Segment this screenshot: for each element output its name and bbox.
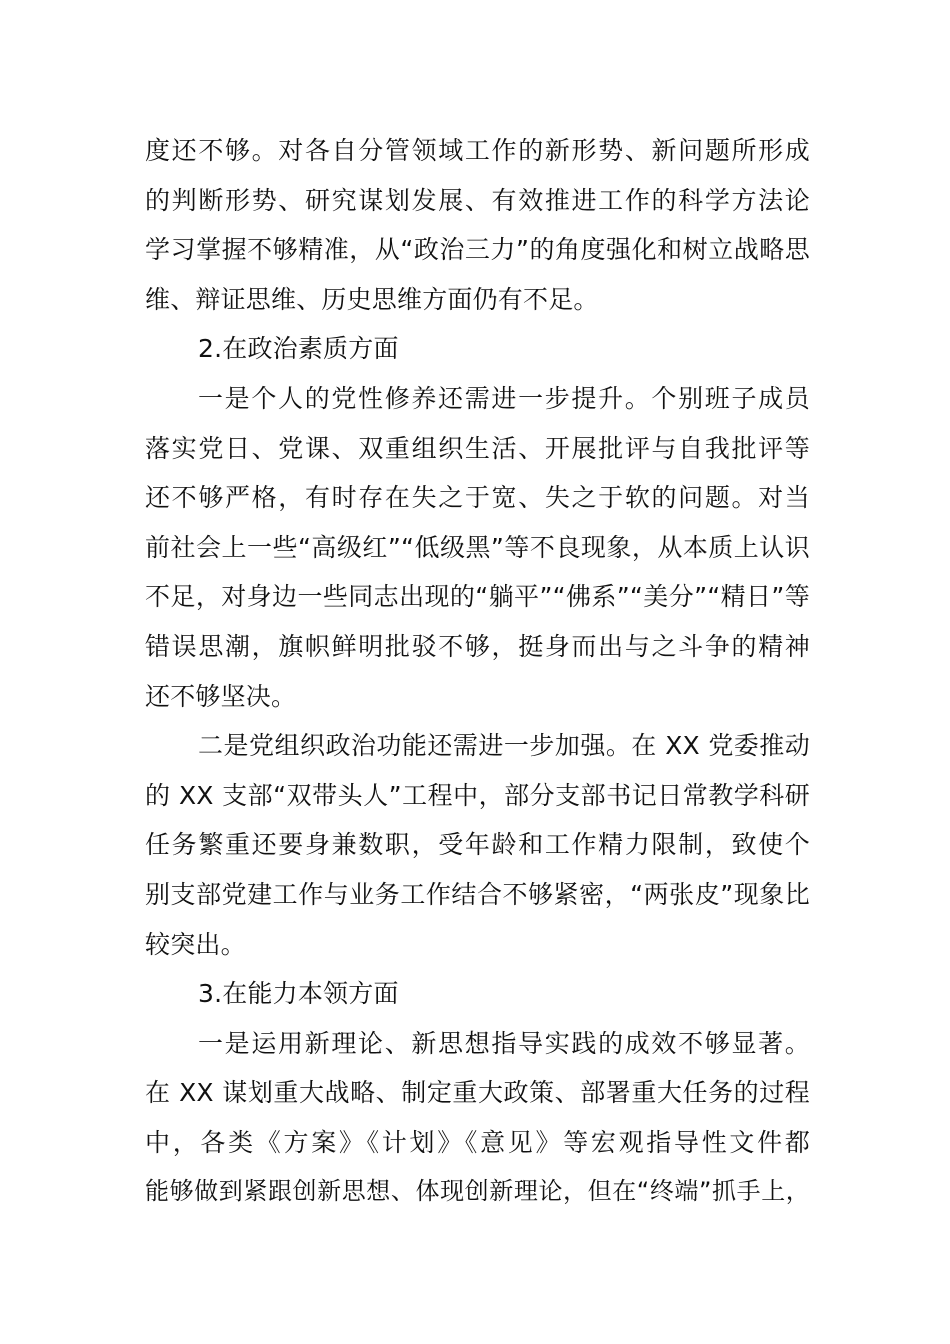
- text-line: 中，各类《方案》《计划》《意见》等宏观指导性文件都: [145, 1127, 810, 1157]
- text-line: 度还不够。对各自分管领域工作的新形势、新问题所形成: [145, 136, 810, 165]
- text-line: 的 XX 支部“双带头人”工程中，部分支部书记日常教学科研: [145, 780, 810, 810]
- text-line: 落实党日、党课、双重组织生活、开展批评与自我批评等: [145, 433, 810, 463]
- text-line: 学习掌握不够精准，从“政治三力”的角度强化和树立战略思: [145, 235, 810, 265]
- text-line: 3.在能力本领方面: [198, 979, 399, 1009]
- text-line: 别支部党建工作与业务工作结合不够紧密，“两张皮”现象比: [145, 879, 810, 909]
- text-line: 2.在政治素质方面: [198, 334, 399, 364]
- text-line: 的判断形势、研究谋划发展、有效推进工作的科学方法论: [145, 185, 810, 215]
- text-line: 前社会上一些“高级红”“低级黑”等不良现象，从本质上认识: [145, 532, 810, 562]
- text-line: 还不够坚决。: [145, 681, 297, 711]
- text-line: 在 XX 谋划重大战略、制定重大政策、部署重大任务的过程: [145, 1078, 810, 1108]
- text-line: 二是党组织政治功能还需进一步加强。在 XX 党委推动: [198, 731, 810, 761]
- text-line: 能够做到紧跟创新思想、体现创新理论，但在“终端”抓手上，: [145, 1177, 810, 1206]
- text-line: 任务繁重还要身兼数职，受年龄和工作精力限制，致使个: [145, 830, 810, 860]
- text-line: 一是个人的党性修养还需进一步提升。个别班子成员: [198, 383, 810, 413]
- text-line: 不足，对身边一些同志出现的“躺平”“佛系”“美分”“精日”等: [145, 582, 810, 612]
- text-line: 错误思潮，旗帜鲜明批驳不够，挺身而出与之斗争的精神: [145, 631, 810, 661]
- body-text: [145, 126, 810, 1217]
- text-line: 维、辩证思维、历史思维方面仍有不足。: [145, 284, 599, 314]
- text-line: 一是运用新理论、新思想指导实践的成效不够显著。: [198, 1028, 810, 1058]
- text-line: 较突出。: [145, 929, 246, 959]
- text-line: 还不够严格，有时存在失之于宽、失之于软的问题。对当: [145, 483, 810, 513]
